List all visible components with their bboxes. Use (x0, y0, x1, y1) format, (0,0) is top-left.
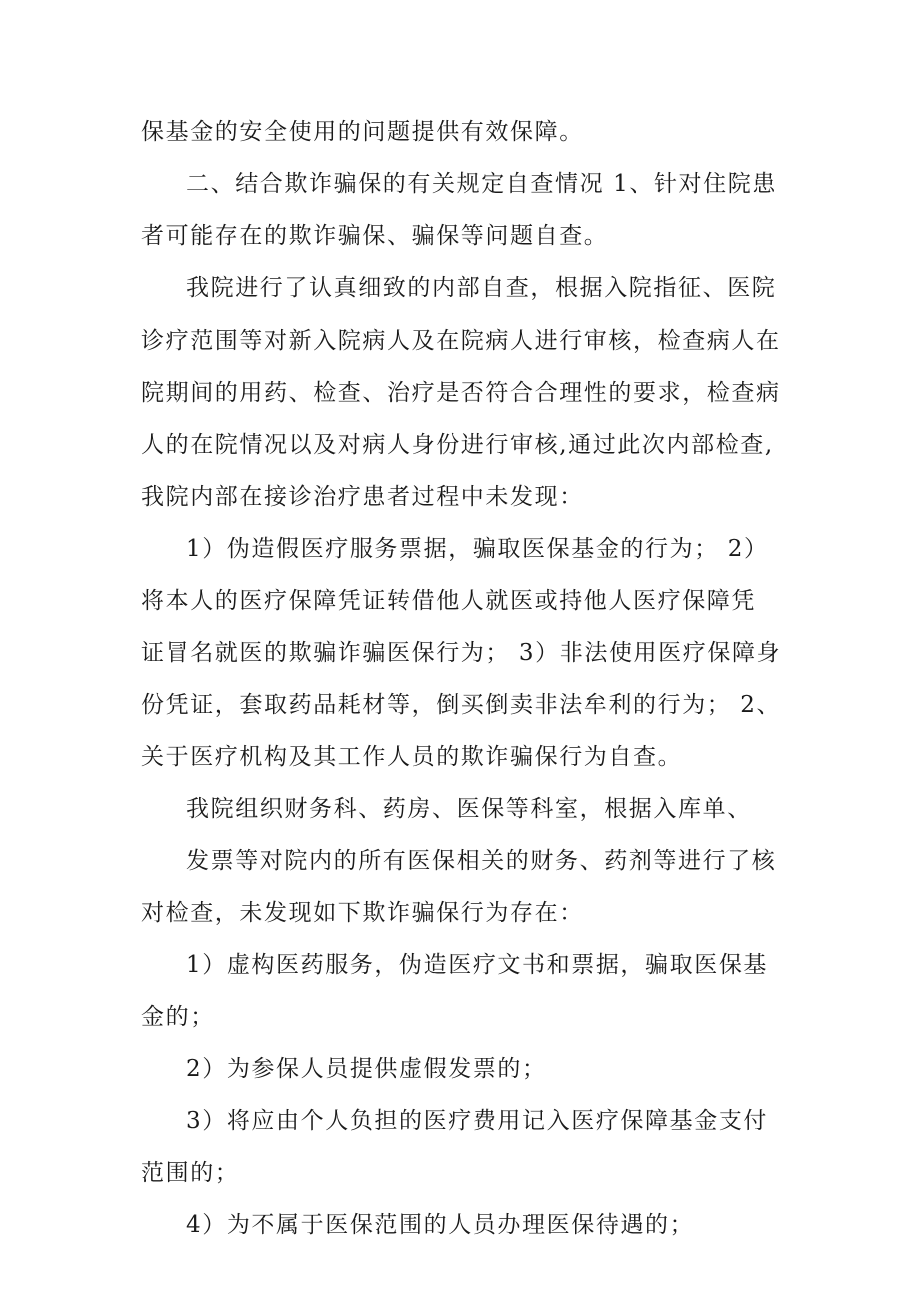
text-line: 发票等对院内的所有医保相关的财务、药剂等进行了核 (186, 848, 777, 874)
text-line: 我院组织财务科、药房、医保等科室，根据入库单、 (186, 796, 752, 822)
text-line: 诊疗范围等对新入院病人及在院病人进行审核，检查病人在 (141, 328, 781, 354)
text-line: 者可能存在的欺诈骗保、骗保等问题自查。 (141, 223, 609, 249)
text-line: 1）伪造假医疗服务票据，骗取医保基金的行为； 2） (186, 536, 769, 562)
text-line: 对检查，未发现如下欺诈骗保行为存在： (141, 900, 584, 926)
text-line: 人的在院情况以及对病人身份进行审核,通过此次内部检查, (141, 432, 774, 458)
text-line: 2）为参保人员提供虚假发票的； (186, 1056, 547, 1082)
text-line: 我院进行了认真细致的内部自查，根据入院指征、医院 (186, 275, 777, 301)
text-line: 金的； (141, 1004, 215, 1030)
text-line: 1）虚构医药服务，伪造医疗文书和票据，骗取医保基 (186, 952, 769, 978)
text-line: 将本人的医疗保障凭证转借他人就医或持他人医疗保障凭 (141, 588, 756, 614)
text-line: 保基金的安全使用的问题提供有效保障。 (141, 119, 584, 145)
text-line: 二、结合欺诈骗保的有关规定自查情况 1、针对住院患 (186, 171, 777, 197)
text-line: 我院内部在接诊治疗患者过程中未发现： (141, 484, 584, 510)
text-line: 范围的； (141, 1160, 240, 1186)
text-line: 3）将应由个人负担的医疗费用记入医疗保障基金支付 (186, 1108, 769, 1134)
text-line: 份凭证，套取药品耗材等，倒买倒卖非法牟利的行为； 2、 (141, 692, 782, 718)
text-line: 院期间的用药、检查、治疗是否符合合理性的要求，检查病 (141, 380, 781, 406)
text-line: 4）为不属于医保范围的人员办理医保待遇的； (186, 1212, 695, 1238)
text-line: 证冒名就医的欺骗诈骗医保行为； 3）非法使用医疗保障身 (141, 640, 782, 666)
text-line: 关于医疗机构及其工作人员的欺诈骗保行为自查。 (141, 744, 683, 770)
